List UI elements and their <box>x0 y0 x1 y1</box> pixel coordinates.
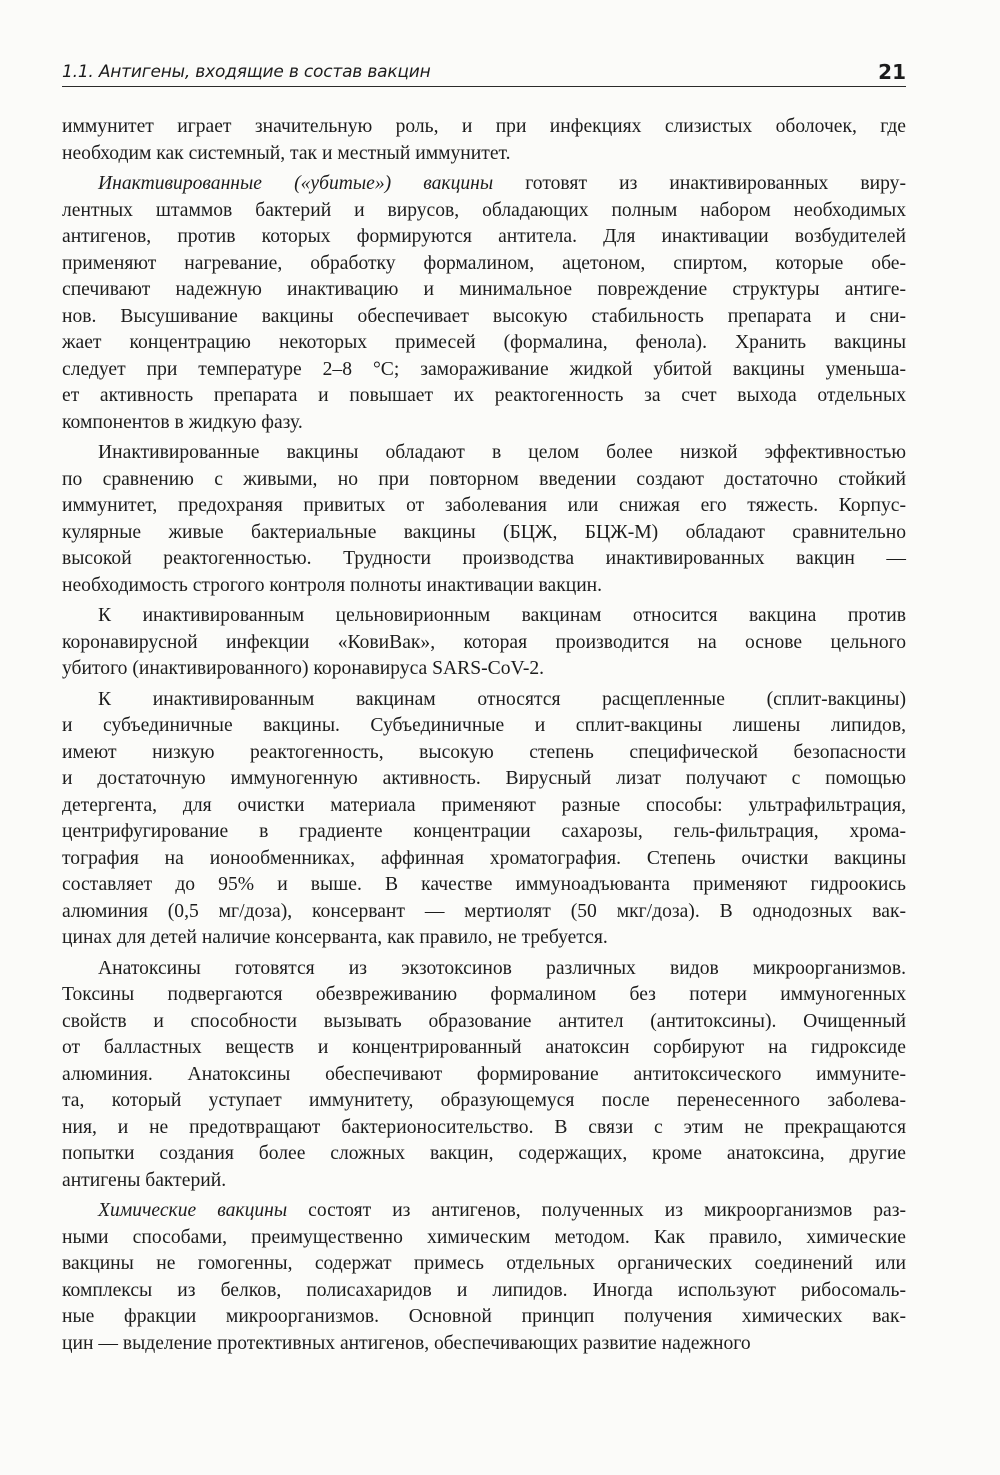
text-line: от балластных веществ и концентрированный анатоксин сорбируют на гидроксиде <box>62 1037 906 1058</box>
text-line: необходимость строгого контроля полноты инактивации вакцин. <box>62 574 603 596</box>
body-text <box>62 114 906 1361</box>
text-line: алюминия (0,5 мг/доза), консервант — мертиолят (50 мкг/доза). В однодозных вак- <box>62 900 906 922</box>
text-line: необходим как системный, так и местный иммунитет. <box>62 142 511 164</box>
text-line: цин — выделение протективных антигенов, обеспечивающих развитие надежного <box>62 1332 751 1354</box>
text-line: по сравнению с живыми, но при повторном введении создают достаточно стойкий <box>62 468 906 490</box>
text-line: детергента, для очистки материала применяют разные способы: ультрафильтрация, <box>62 794 906 816</box>
text-line: кулярные живые бактериальные вакцины (БЦЖ, БЦЖ-М) обладают сравнительно <box>62 521 906 543</box>
text-line: алюминия. Анатоксины обеспечивают формирование антитоксического иммуните- <box>62 1063 906 1085</box>
line-text: готовят из инактивированных виру- <box>493 173 906 194</box>
text-line: ными способами, преимущественно химическим методом. Как правило, химические <box>62 1226 906 1248</box>
paragraph <box>62 114 906 167</box>
paragraph <box>62 956 906 1195</box>
text-line: спечивают надежную инактивацию и минимальное повреждение структуры антиге- <box>62 279 906 300</box>
line-text: состоят из антигенов, полученных из микроорганизмов раз- <box>287 1200 906 1221</box>
text-line: антигены бактерий. <box>62 1169 227 1191</box>
text-line: и достаточную иммуногенную активность. Вирусный лизат получают с помощью <box>62 768 906 789</box>
text-line: компонентов в жидкую фазу. <box>62 411 303 433</box>
text-line: Токсины подвергаются обезвреживанию формалином без потери иммуногенных <box>62 984 906 1005</box>
text-line: и субъединичные вакцины. Субъединичные и сплит-вакцины лишены липидов, <box>62 715 906 736</box>
text-line: высокой реактогенностью. Трудности производства инактивированных вакцин — <box>62 548 906 569</box>
text-line: цинах для детей наличие консерванта, как правило, не требуется. <box>62 927 608 948</box>
section-title: 1.1. Антигены, входящие в состав вакцин <box>62 62 431 82</box>
paragraph <box>62 440 906 599</box>
text-line: применяют нагревание, обработку формалином, ацетоном, спиртом, которые обе- <box>62 252 906 274</box>
text-line <box>62 171 906 198</box>
text-line: вакцины не гомогенны, содержат примесь отдельных органических соединений или <box>62 1253 906 1274</box>
text-line: жает концентрацию некоторых примесей (формалина, фенола). Хранить вакцины <box>62 332 906 353</box>
text-line: свойств и способности вызывать образование антител (антитоксины). Очищенный <box>62 1010 906 1032</box>
text-line: Инактивированные вакцины обладают в целом более низкой эффективностью <box>98 442 906 463</box>
italic-term: Химические вакцины <box>98 1200 288 1221</box>
text-line: нов. Высушивание вакцины обеспечивает высокую стабильность препарата и сни- <box>62 305 906 327</box>
text-line: коронавирусной инфекции «КовиВак», которая производится на основе цельного <box>62 631 906 653</box>
text-line: К инактивированным цельновирионным вакцинам относится вакцина против <box>98 605 906 626</box>
text-line <box>62 1198 906 1225</box>
running-header <box>62 56 906 87</box>
text-line: лентных штаммов бактерий и вирусов, обладающих полным набором необходимых <box>62 199 906 221</box>
paragraph <box>62 171 906 436</box>
text-line: попытки создания более сложных вакцин, содержащих, кроме анатоксина, другие <box>62 1143 906 1164</box>
text-line: ния, и не предотвращают бактерионосительство. В связи с этим не прекращаются <box>62 1116 906 1138</box>
text-line: убитого (инактивированного) коронавируса SARS-CoV-2. <box>62 658 545 679</box>
paragraph <box>62 687 906 952</box>
text-line: иммунитет, предохраняя привитых от заболевания или снижая его тяжесть. Корпус- <box>62 495 906 516</box>
paragraph <box>62 603 906 683</box>
paragraph <box>62 1198 906 1357</box>
text-line: центрифугирование в градиенте концентрации сахарозы, гель-фильтрация, хрома- <box>62 821 906 842</box>
text-line: ные фракции микроорганизмов. Основной принцип получения химических вак- <box>62 1306 906 1327</box>
text-line: следует при температуре 2–8 °C; замораживание жидкой убитой вакцины уменьша- <box>62 358 906 380</box>
text-line: Анатоксины готовятся из экзотоксинов различных видов микроорганизмов. <box>98 957 906 979</box>
italic-term: Инактивированные («убитые») вакцины <box>98 173 494 194</box>
text-line: ет активность препарата и повышает их реактогенность за счет выхода отдельных <box>62 385 906 406</box>
text-line: тография на ионообменниках, аффинная хроматография. Степень очистки вакцины <box>62 847 906 869</box>
text-line: комплексы из белков, полисахаридов и липидов. Иногда используют рибосомаль- <box>62 1279 906 1301</box>
page-number: 21 <box>878 60 906 84</box>
text-line: составляет до 95% и выше. В качестве иммуноадъюванта применяют гидроокись <box>62 874 906 895</box>
text-line: иммунитет играет значительную роль, и при инфекциях слизистых оболочек, где <box>62 116 906 137</box>
text-line: антигенов, против которых формируются антитела. Для инактивации возбудителей <box>62 226 906 247</box>
text-line: К инактивированным вакцинам относятся расщепленные (сплит-вакцины) <box>98 688 906 710</box>
text-line: та, который уступает иммунитету, образующемуся после перенесенного заболева- <box>62 1090 906 1111</box>
text-line: имеют низкую реактогенность, высокую степень специфической безопасности <box>62 741 906 763</box>
